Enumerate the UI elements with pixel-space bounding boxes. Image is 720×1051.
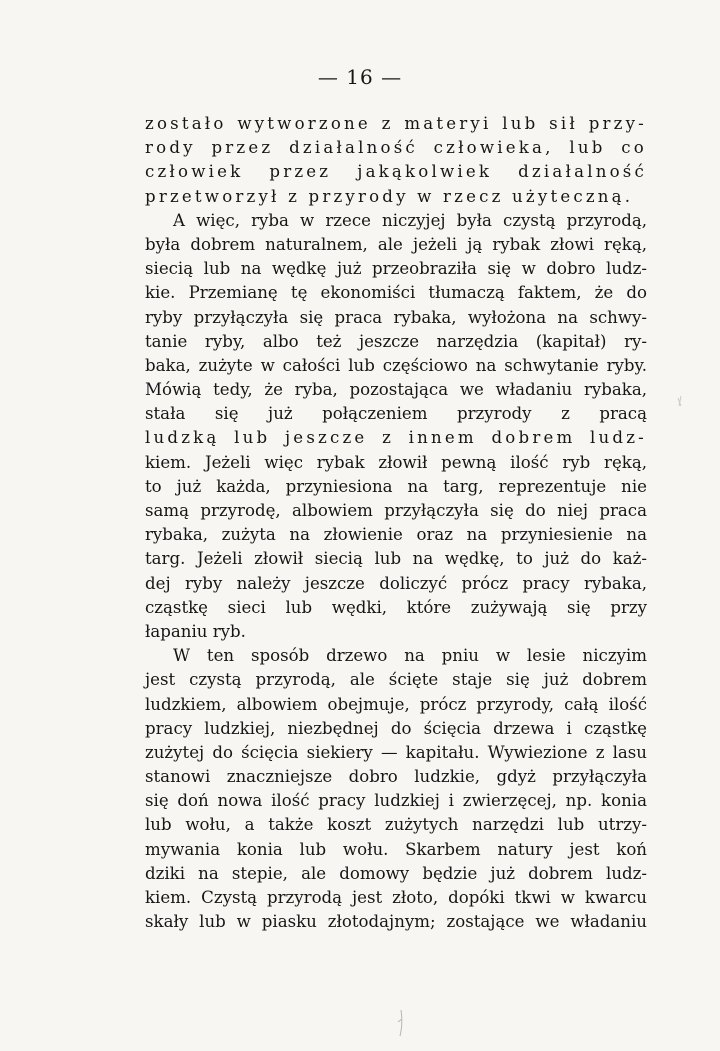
page-number: — 16 — [317, 65, 403, 89]
text-line: stanowi znaczniejsze dobro ludzkie, gdyż przyłączyła [145, 767, 647, 787]
text-line: mywania konia lub wołu. Skarbem natury jest koń [145, 839, 647, 859]
text-line: zostało wytworzone z materyi lub sił przy- [145, 114, 647, 133]
fold-mark [398, 1010, 402, 1036]
text-line: kiem. Jeżeli więc rybak złowił pewną ilość ryb ręką, [145, 452, 647, 472]
text-line: A więc, ryba w rzece niczyjej była czystą przyrodą, [173, 210, 647, 230]
text-line: tanie ryby, albo też jeszcze narzędzia (kapitał) ry- [145, 331, 647, 351]
text-line: się doń nowa ilość pracy ludzkiej i zwierzęcej, np. konia [145, 791, 647, 811]
text-line: siecią lub na wędkę już przeobraziła się w dobro ludz- [145, 259, 647, 279]
text-line: ludzkiem, albowiem obejmuje, prócz przyrody, całą ilość [145, 694, 647, 714]
text-line: przetworzył z przyrody w rzecz użyteczną. [145, 186, 634, 206]
text-line: targ. Jeżeli złowił siecią lub na wędkę, to już do każ- [145, 549, 647, 569]
text-line: rybaka, zużyta na złowienie oraz na przyniesienie na [145, 525, 647, 545]
text-line: cząstkę sieci lub wędki, które zużywają się przy [145, 597, 647, 617]
text-line: była dobrem naturalnem, ale jeżeli ją rybak złowi ręką, [145, 234, 647, 254]
text-line: Mówią tedy, że ryba, pozostająca we władaniu rybaka, [145, 380, 647, 400]
text-line: zużytej do ścięcia siekiery — kapitału. Wywiezione z lasu [145, 742, 647, 762]
text-line: lub wołu, a także koszt zużytych narzędzi lub utrzy- [145, 815, 647, 835]
text-line: człowiek przez jakąkolwiek działalność [145, 162, 647, 182]
text-line: pracy ludzkiej, niezbędnej do ścięcia drzewa i cząstkę [145, 718, 647, 738]
text-line: jest czystą przyrodą, ale ścięte staje się już dobrem [145, 670, 647, 690]
text-line: to już każda, przyniesiona na targ, reprezentuje nie [145, 476, 647, 496]
text-line: łapaniu ryb. [145, 621, 246, 641]
text-line: dej ryby należy jeszcze doliczyć prócz pracy rybaka, [145, 573, 647, 593]
margin-mark [678, 396, 681, 406]
text-line: stała się już połączeniem przyrody z pracą [145, 404, 647, 424]
text-line: ludzką lub jeszcze z innem dobrem ludz- [145, 428, 647, 448]
text-line: baka, zużyte w całości lub częściowo na schwytanie ryby. [145, 355, 647, 375]
text-line: rody przez działalność człowieka, lub co [145, 138, 647, 158]
text-line: W ten sposób drzewo na pniu w lesie niczyim [173, 646, 647, 666]
text-line: kiem. Czystą przyrodą jest złoto, dopóki tkwi w kwarcu [145, 888, 647, 907]
text-line: ryby przyłączyła się praca rybaka, wyłożona na schwy- [145, 307, 647, 327]
text-line: samą przyrodę, albowiem przyłączyła się do niej praca [145, 501, 647, 520]
text-line: dziki na stepie, ale domowy będzie już dobrem ludz- [145, 863, 647, 883]
text-line: kie. Przemianę tę ekonomiści tłumaczą faktem, że do [145, 283, 647, 303]
text-line: skały lub w piasku złotodajnym; zostające we władaniu [145, 912, 647, 932]
